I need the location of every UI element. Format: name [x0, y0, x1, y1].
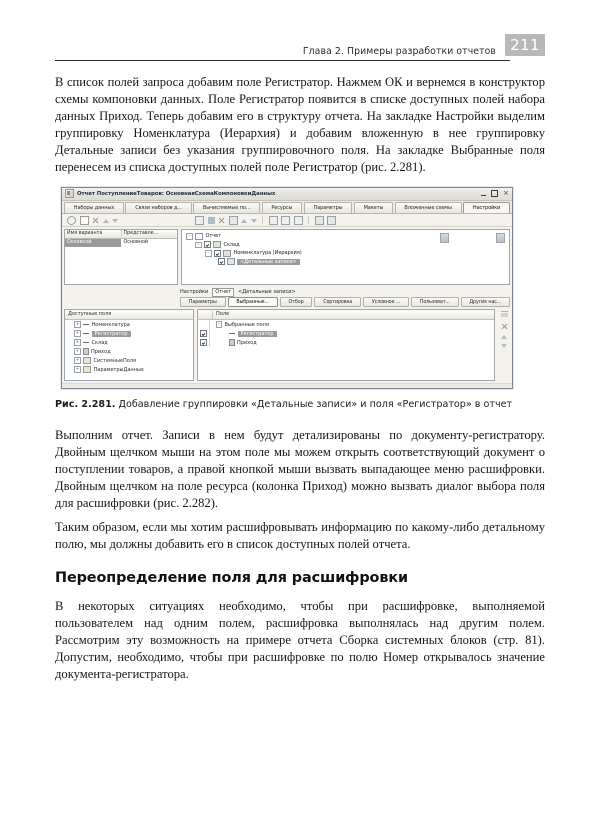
field-label-selected: Регистратор — [92, 331, 131, 337]
section-heading: Переопределение поля для расшифровки — [55, 569, 408, 586]
tree-node-label: Склад — [223, 241, 240, 248]
toolbar-separator-2 — [308, 216, 309, 224]
selected-fields-group-row[interactable] — [198, 320, 494, 329]
subtab-user[interactable]: Пользоват... — [411, 297, 459, 307]
dimension-icon — [83, 324, 89, 325]
subtab-conditional[interactable]: Условное ... — [363, 297, 409, 307]
selected-fields-header — [198, 310, 494, 320]
tab-dataset-links[interactable]: Связи наборов д... — [125, 202, 191, 213]
available-field-row[interactable] — [65, 356, 193, 365]
edit-icon[interactable] — [208, 217, 215, 224]
tree-node-sklad[interactable] — [185, 241, 506, 250]
close-icon[interactable]: × — [503, 188, 509, 197]
expander-icon[interactable]: + — [75, 357, 79, 363]
info-icon[interactable] — [67, 216, 76, 225]
figure-caption-label: Рис. 2.281. — [55, 399, 116, 411]
main-tab-strip[interactable] — [62, 201, 512, 215]
checkbox-cell[interactable] — [198, 329, 210, 338]
figure-caption — [55, 398, 545, 411]
group-icon[interactable] — [315, 216, 324, 225]
checkbox-icon[interactable] — [200, 330, 207, 337]
breadcrumb-report[interactable]: Отчет — [212, 288, 234, 297]
variants-header — [65, 230, 177, 239]
selected-fields-panel — [197, 309, 495, 381]
column-header-variant-name: Имя варианта — [67, 231, 103, 237]
checkbox-column-header — [201, 311, 213, 319]
variant-name-cell[interactable]: Основной — [65, 239, 121, 247]
field-label: Номенклатура — [91, 321, 130, 328]
expander-icon[interactable]: – — [186, 233, 193, 240]
tree-node-detail-records[interactable] — [185, 258, 506, 267]
move-up-icon[interactable] — [103, 219, 109, 223]
add-group-icon[interactable] — [195, 216, 204, 225]
group-label: Выбранные поля — [224, 321, 269, 328]
fields-area — [64, 307, 510, 381]
paragraph-4: В некоторых ситуациях необходимо, чтобы при расшифровке, выполняемой пользователем над одним полем, расшифровка выполнялась над другим полем. Рассмотрим эту возможность на примере отчета Сборка системных блоков (стр. 81). Допустим, необходимо, чтобы при расшифровке по полю Номер открывалось значение документа-регистратора. — [55, 598, 545, 682]
detail-icon — [227, 258, 235, 265]
structure-tree-panel — [181, 229, 510, 285]
delete-icon[interactable] — [92, 217, 99, 224]
tab-resources[interactable]: Ресурсы — [262, 202, 303, 213]
window-title-text: Отчет ПоступлениеТоваров: ОсновнаяСхемаКомпоновкиДанных — [77, 190, 276, 197]
column-settings-icon[interactable] — [440, 233, 449, 243]
running-head — [55, 34, 545, 64]
resource-icon — [83, 348, 89, 356]
figure-2-281 — [61, 187, 513, 390]
column-header-presentation: Представле... — [121, 230, 178, 238]
structure-toolbar — [190, 216, 341, 225]
field-label-selected: Регистратор — [238, 331, 277, 337]
grid-icon[interactable] — [501, 311, 508, 318]
expander-icon[interactable]: + — [75, 321, 79, 327]
collapse-icon[interactable] — [281, 216, 290, 225]
settings-sub-tabs[interactable] — [64, 297, 510, 307]
expand-icon[interactable] — [269, 216, 278, 225]
minimize-icon[interactable] — [481, 190, 486, 196]
selected-fields-toolbar — [498, 309, 510, 381]
dimension-icon — [83, 333, 89, 334]
settings-lower-section — [62, 287, 512, 383]
checkbox-cell — [198, 320, 210, 329]
move-down-icon[interactable] — [501, 344, 507, 348]
window-app-icon — [65, 189, 74, 198]
folder-icon — [83, 366, 91, 373]
variants-row[interactable] — [65, 239, 177, 247]
structure-tree — [182, 230, 509, 268]
expander-icon[interactable]: – — [195, 242, 202, 249]
breadcrumb-detail-records[interactable]: <Детальные записи> — [238, 289, 296, 296]
dimension-icon — [229, 333, 235, 334]
available-field-row[interactable] — [65, 320, 193, 329]
tab-calculated[interactable]: Вычисляемые по... — [193, 202, 260, 213]
subtab-selected[interactable]: Выбранные... — [228, 297, 278, 307]
group-icon — [213, 241, 221, 248]
paragraph-3: Таким образом, если мы хотим расшифровывать информацию по какому-либо детальному полю, мы должны добавить его в список доступных полей отчета. — [55, 519, 545, 551]
expander-icon[interactable]: + — [75, 339, 79, 345]
variants-panel — [64, 229, 178, 285]
folder-icon — [83, 357, 91, 364]
expander-icon[interactable]: – — [216, 321, 223, 328]
move-up-icon[interactable] — [501, 335, 507, 339]
dimension-icon — [83, 342, 89, 343]
group-icon — [223, 250, 231, 257]
tree-node-label-selected: <Детальные записи> — [237, 259, 300, 265]
field-label: ПараметрыДанных — [93, 366, 144, 373]
running-head-title: Глава 2. Примеры разработки отчетов — [302, 45, 496, 57]
expander-icon[interactable]: – — [205, 250, 212, 257]
subtab-parameters[interactable]: Параметры — [180, 297, 226, 307]
maximize-icon[interactable] — [491, 190, 498, 197]
available-field-row[interactable] — [65, 329, 193, 338]
checkbox-icon[interactable] — [204, 241, 211, 248]
expander-icon[interactable]: + — [75, 366, 79, 372]
tree-node-label: Отчет — [205, 233, 222, 240]
variants-toolbar — [62, 216, 190, 225]
window-controls — [481, 190, 509, 197]
tab-settings[interactable]: Настройки — [463, 202, 510, 213]
window-body — [62, 227, 512, 287]
subtab-other[interactable]: Другие нас... — [461, 297, 510, 307]
checkbox-cell[interactable] — [198, 338, 210, 347]
tree-node-nomenclature[interactable] — [185, 249, 506, 258]
available-field-row[interactable] — [65, 365, 193, 374]
subtab-filter[interactable]: Отбор — [280, 297, 313, 307]
breadcrumb-settings[interactable]: Настройки — [180, 289, 209, 296]
expander-icon[interactable]: + — [75, 348, 79, 354]
subtab-sorting[interactable]: Сортировка — [314, 297, 361, 307]
copy-icon[interactable] — [80, 216, 89, 225]
expander-icon[interactable]: + — [75, 330, 79, 336]
delete-icon[interactable] — [501, 323, 508, 330]
toolbar-row — [62, 214, 512, 227]
app-window — [61, 187, 513, 390]
window-title-bar — [62, 188, 512, 201]
tab-parameters[interactable]: Параметры — [304, 202, 353, 213]
selected-field-row[interactable] — [198, 338, 494, 347]
paragraph-1: В список полей запроса добавим поле Регистратор. Нажмем ОК и вернемся в конструктор схемы компоновки данных. Поле Регистратор появится в списке доступных полей набора данных Приход. Теперь добавим его в структуру отчета. На закладке Настройки выделим группировку Номенклатура (Иерархия) и добавим вложенную в нее группировку Детальные записи без указания группировочного поля. На закладке Выбранные поля перенесем из списка доступных полей поле Регистратор (рис. 2.281). — [55, 75, 545, 175]
field-label: Склад — [91, 339, 108, 346]
tab-datasets[interactable]: Наборы данных — [64, 202, 124, 213]
available-field-row[interactable] — [65, 347, 193, 356]
checkbox-icon[interactable] — [218, 258, 225, 265]
settings-icon[interactable] — [294, 216, 303, 225]
report-icon — [195, 233, 203, 240]
checkbox-icon[interactable] — [200, 339, 207, 346]
field-column-header: Поле — [216, 311, 230, 318]
page-number: 211 — [505, 34, 545, 56]
paragraph-2: Выполним отчет. Записи в нем будут детализированы по документу-регистратору. Двойным щелчком мыши на этом поле мы можем открыть соответствующий документ о поступлении товаров, а правой кнопкой мыши вызвать выпадающее меню расшифровки. Двойным щелчком на поле ресурса (колонка Приход) можно вызвать диалог выбора поля для расшифровки (рис. 2.282). — [55, 428, 545, 511]
variant-presentation-cell[interactable]: Основной — [123, 240, 148, 246]
selected-field-row[interactable] — [198, 329, 494, 338]
tab-nested-schemas[interactable]: Вложенные схемы — [395, 202, 462, 213]
panel-options-icon[interactable] — [496, 233, 505, 243]
toolbar-separator — [262, 216, 263, 224]
tab-layouts[interactable]: Макеты — [354, 202, 393, 213]
window-status-bar — [62, 383, 512, 388]
field-label: Приход — [237, 339, 257, 346]
available-fields-panel — [64, 309, 194, 381]
available-fields-header: Доступные поля — [65, 310, 193, 320]
header-rule — [55, 60, 510, 61]
figure-caption-text: Добавление группировки «Детальные записи» и поля «Регистратор» в отчет — [115, 399, 513, 411]
available-field-row[interactable] — [65, 338, 193, 347]
move-down-icon[interactable] — [112, 219, 118, 223]
move-down-structure-icon[interactable] — [251, 219, 257, 223]
resource-icon — [229, 339, 235, 347]
page-content — [55, 74, 545, 683]
breadcrumb — [64, 287, 510, 297]
move-up-structure-icon[interactable] — [241, 219, 247, 223]
checkbox-icon[interactable] — [214, 250, 221, 257]
field-label: Приход — [91, 348, 111, 355]
properties-icon[interactable] — [229, 216, 238, 225]
field-label: СистемныеПоля — [93, 357, 137, 364]
delete-structure-icon[interactable] — [218, 217, 225, 224]
tree-node-label: Номенклатура (Иерархия) — [233, 250, 302, 257]
tree-node-report[interactable] — [185, 232, 506, 241]
select-icon[interactable] — [327, 216, 336, 225]
